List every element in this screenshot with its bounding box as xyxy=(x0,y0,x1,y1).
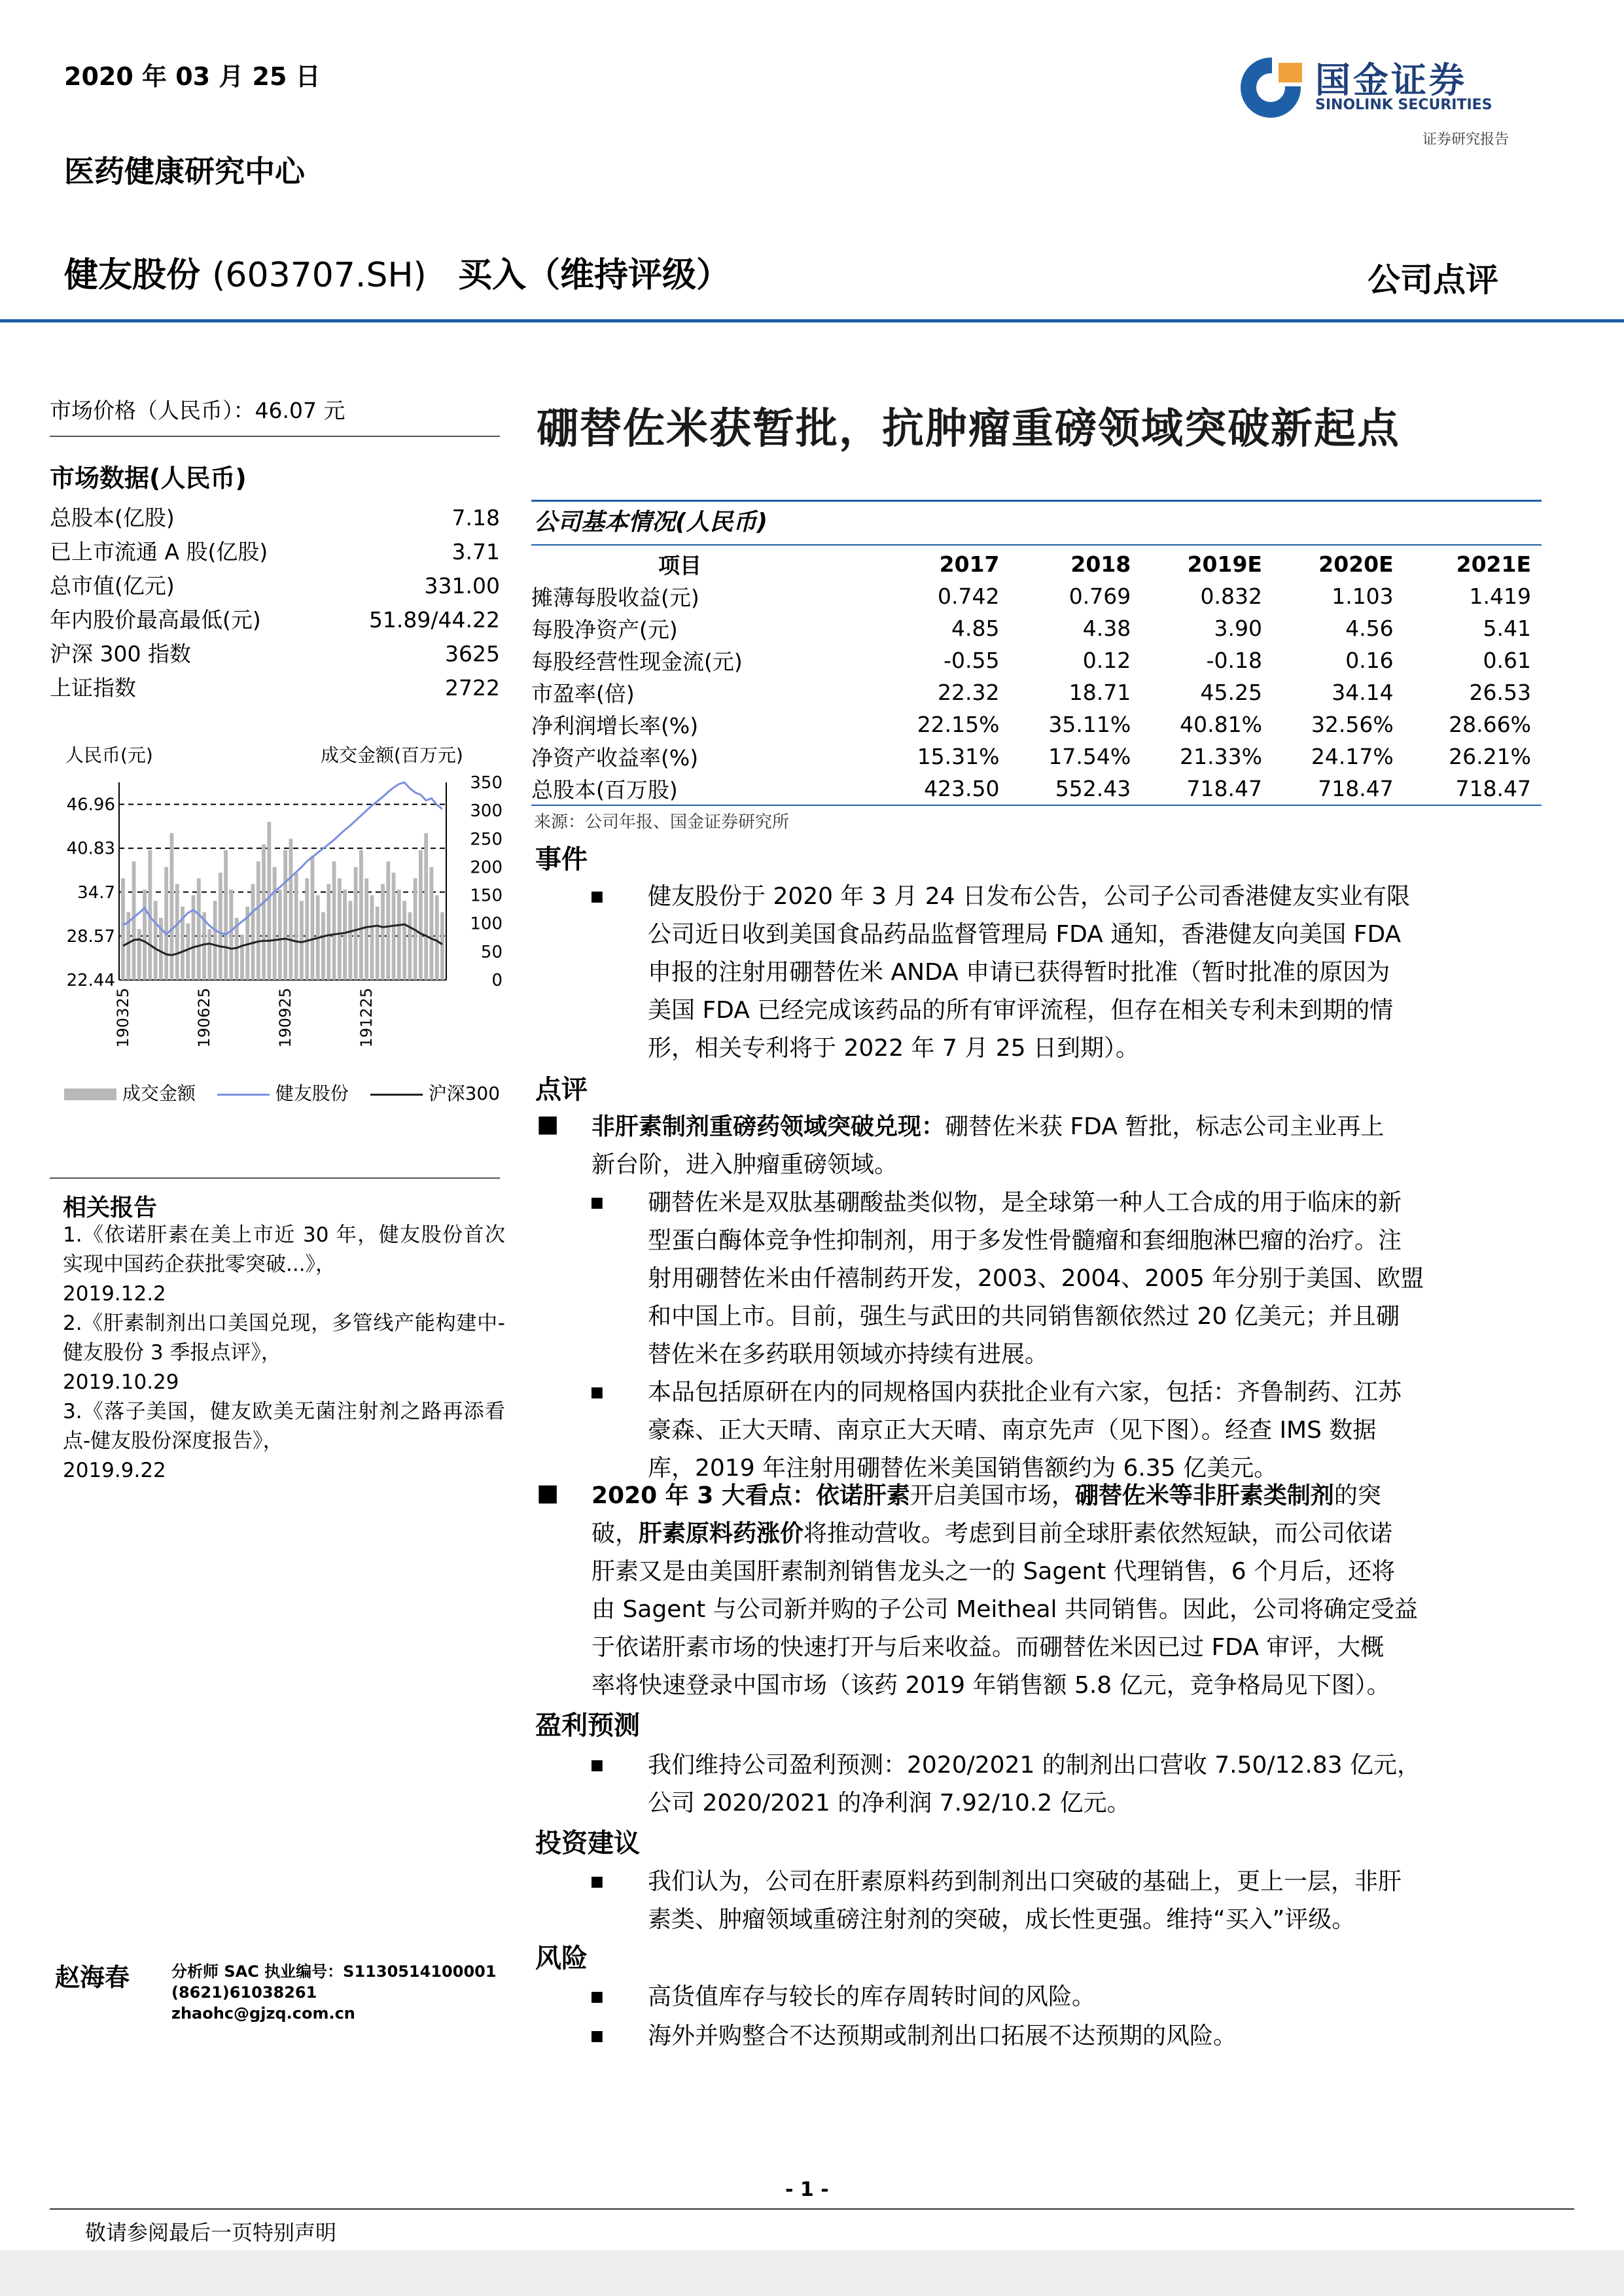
analyst-sac: 分析师 SAC 执业编号：S1130514100001 xyxy=(171,1962,497,1981)
table-title: 公司基本情况(人民币) xyxy=(534,509,768,536)
market-data-label: 上证指数 xyxy=(50,675,136,701)
volume-bar xyxy=(219,873,222,980)
table-cell: 21.33% xyxy=(1180,744,1262,769)
market-data-value: 7.18 xyxy=(451,505,500,531)
volume-bar xyxy=(121,878,125,980)
table-row xyxy=(531,676,1542,708)
header-rule xyxy=(0,319,1624,322)
table-cell: -0.18 xyxy=(1206,648,1262,673)
table-row xyxy=(531,612,1542,644)
table-cell: 5.41 xyxy=(1483,616,1531,641)
legend-stock-swatch xyxy=(217,1094,270,1096)
event-line: 健友股份于 2020 年 3 月 24 日发布公告，公司子公司香港健友实业有限 xyxy=(648,883,1410,910)
comment-1a-line: 射用硼替佐米由仟禧制药开发，2003、2004、2005 年分别于美国、欧盟 xyxy=(648,1265,1424,1292)
analyst-info xyxy=(171,1961,497,2024)
table-cell: 718.47 xyxy=(1186,776,1262,801)
market-data-row xyxy=(50,671,500,705)
comment-1a-line: 和中国上市。目前，强生与武田的共同销售额依然过 20 亿美元；并且硼 xyxy=(648,1303,1400,1330)
volume-bar xyxy=(262,844,266,980)
market-data-value: 3.71 xyxy=(451,539,500,565)
volume-bar xyxy=(207,929,211,980)
market-data-label: 总市值(亿元) xyxy=(50,573,175,599)
table-cell: 0.742 xyxy=(938,583,1000,609)
table-cell: 28.66% xyxy=(1449,712,1531,737)
volume-bar xyxy=(175,884,179,980)
event-line: 形，相关专利将于 2022 年 7 月 25 日到期）。 xyxy=(648,1035,1139,1062)
footer-band xyxy=(0,2250,1624,2296)
table-source: 来源：公司年报、国金证券研究所 xyxy=(534,812,790,832)
table-cell: 净资产收益率(%) xyxy=(531,745,699,771)
table-cell: -0.55 xyxy=(944,648,1000,673)
volume-bar xyxy=(137,929,141,980)
volume-bar xyxy=(440,912,444,980)
volume-bar xyxy=(294,873,298,980)
bullet-icon: ■ xyxy=(590,888,604,905)
event-paragraph xyxy=(648,878,1544,1068)
table-cell: 4.38 xyxy=(1082,616,1131,641)
volume-bar xyxy=(332,861,336,980)
volume-bar xyxy=(402,901,406,980)
research-center: 医药健康研究中心 xyxy=(64,154,305,189)
table-cell: 市盈率(倍) xyxy=(531,681,635,706)
volume-bar xyxy=(354,867,358,980)
bullet-icon: ■ xyxy=(590,1989,604,2005)
right-tick-label: 250 xyxy=(470,829,503,850)
market-data-value: 2722 xyxy=(445,675,500,701)
event-line: 公司近日收到美国食品药品监督管理局 FDA 通知，香港健友向美国 FDA xyxy=(648,921,1402,948)
table-cell: 40.81% xyxy=(1180,712,1262,737)
right-tick-label: 50 xyxy=(480,942,503,962)
volume-bar xyxy=(143,890,147,980)
title-rule xyxy=(531,500,1542,502)
table-row xyxy=(531,708,1542,740)
event-line: 申报的注射用硼替佐米 ANDA 申请已获得暂时批准（暂时批准的原因为 xyxy=(648,959,1390,986)
section-comment: 点评 xyxy=(535,1075,588,1105)
bullet-icon: ■ xyxy=(590,1194,604,1211)
table-row xyxy=(531,580,1542,612)
volume-bar xyxy=(192,896,196,980)
forecast-line: 我们维持公司盈利预测：2020/2021 的制剂出口营收 7.50/12.83 亿元， xyxy=(648,1752,1421,1779)
volume-bar xyxy=(397,890,401,980)
volume-bar xyxy=(256,861,260,980)
volume-bar xyxy=(267,822,271,980)
volume-bar xyxy=(305,878,309,980)
chart-legend xyxy=(64,1079,500,1105)
logo xyxy=(1237,50,1551,128)
volume-bar xyxy=(289,839,292,980)
market-data-row xyxy=(50,535,500,569)
related-list xyxy=(63,1221,505,1486)
volume-bar xyxy=(311,856,315,980)
table-cell: 45.25 xyxy=(1200,680,1262,705)
legend-volume-swatch xyxy=(64,1088,116,1100)
comment-1b-line: 豪森、正大天晴、南京正大天晴、南京先声（见下图）。经查 IMS 数据 xyxy=(648,1417,1377,1444)
table-cell: 0.832 xyxy=(1200,583,1262,609)
section-risk: 风险 xyxy=(535,1943,588,1974)
stock-chart xyxy=(39,739,510,1119)
footer-rule xyxy=(50,2208,1574,2210)
volume-bar xyxy=(213,901,217,980)
related-item-3-date: 2019.9.22 xyxy=(63,1459,166,1482)
advice-paragraph xyxy=(648,1863,1544,1939)
comment-1a-line: 硼替佐米是双肽基硼酸盐类似物，是全球第一种人工合成的用于临床的新 xyxy=(648,1189,1402,1216)
comment-2-bold-3: 肝素原料药涨价 xyxy=(639,1520,804,1547)
sidebar-divider xyxy=(50,436,500,437)
volume-bar xyxy=(430,867,434,980)
footer-disclaimer: 敬请参阅最后一页特别声明 xyxy=(85,2220,337,2245)
market-data-row xyxy=(50,569,500,603)
ticker: (603707.SH) xyxy=(212,256,427,295)
section-forecast: 盈利预测 xyxy=(535,1711,640,1741)
comment-2-text-2: 的突 xyxy=(1333,1482,1381,1509)
logo-mark-icon xyxy=(1237,50,1309,122)
volume-bar xyxy=(186,924,190,980)
volume-bar xyxy=(224,850,228,980)
x-tick-label: 190925 xyxy=(276,988,294,1048)
x-tick-label: 191225 xyxy=(357,988,376,1048)
table-cell: 17.54% xyxy=(1048,744,1131,769)
comment-1a xyxy=(648,1184,1544,1374)
legend-index: 沪深300 xyxy=(428,1083,501,1104)
volume-bar xyxy=(381,884,385,980)
table-cell: 摊薄每股收益(元) xyxy=(531,585,699,610)
table-bottom-rule xyxy=(531,805,1542,806)
market-data-label: 沪深 300 指数 xyxy=(50,641,191,667)
table-cell: 423.50 xyxy=(924,776,1000,801)
volume-bar xyxy=(164,867,168,980)
logo-subtitle: 证券研究报告 xyxy=(1422,131,1509,148)
bullet-icon: ■ xyxy=(590,1384,604,1400)
table-row xyxy=(531,773,1542,805)
table-cell: 4.85 xyxy=(951,616,1000,641)
comment-1a-line: 型蛋白酶体竞争性抑制剂，用于多发性骨髓瘤和套细胞淋巴瘤的治疗。注 xyxy=(648,1227,1402,1254)
related-item-1[interactable]: 1.《依诺肝素在美上市近 30 年，健友股份首次实现中国药企获批零突破...》， xyxy=(63,1223,505,1276)
legend-volume: 成交金额 xyxy=(122,1083,196,1104)
report-heading xyxy=(64,247,730,296)
table-cell: 0.16 xyxy=(1345,648,1394,673)
volume-bar xyxy=(197,878,201,980)
volume-bar xyxy=(419,850,423,980)
table-header: 项目 xyxy=(658,553,701,578)
volume-bar xyxy=(348,901,352,980)
advice-line: 我们认为，公司在肝素原料药到制剂出口突破的基础上，更上一层，非肝 xyxy=(648,1868,1402,1895)
right-axis-label: 成交金额(百万元) xyxy=(321,744,463,766)
logo-cn: 国金证券 xyxy=(1315,60,1467,101)
volume-bar xyxy=(327,884,330,980)
analyst-name: 赵海春 xyxy=(55,1963,130,1992)
comment-2-text-3: 破， xyxy=(591,1520,639,1547)
right-tick-label: 200 xyxy=(470,858,503,878)
comment-2-text-4: 将推动营收。考虑到目前全球肝素依然短缺，而公司依诺 xyxy=(803,1520,1393,1547)
table-header-row xyxy=(531,548,1542,580)
volume-bar xyxy=(230,890,234,980)
page-number: - 1 - xyxy=(785,2178,829,2201)
table-cell: 718.47 xyxy=(1455,776,1531,801)
report-title: 硼替佐米获暂批，抗肿瘤重磅领域突破新起点 xyxy=(537,405,1400,453)
market-data-label: 已上市流通 A 股(亿股) xyxy=(50,539,268,565)
volume-bar xyxy=(386,861,390,980)
table-cell: 每股净资产(元) xyxy=(531,617,678,642)
market-price: 市场价格（人民币）：46.07 元 xyxy=(50,398,345,423)
comment-1-line2: 新台阶，进入肿瘤重磅领域。 xyxy=(591,1151,898,1178)
market-data-value: 51.89/44.22 xyxy=(368,607,500,633)
left-tick-label: 28.57 xyxy=(66,926,115,947)
financial-table xyxy=(531,548,1542,805)
comment-2 xyxy=(591,1477,1544,1705)
related-item-1-date: 2019.12.2 xyxy=(63,1282,166,1306)
comment-1 xyxy=(591,1108,1544,1184)
volume-bar xyxy=(154,901,158,980)
stock-chart-svg xyxy=(39,739,510,1119)
volume-bar xyxy=(170,833,174,980)
volume-bar xyxy=(376,907,380,980)
table-cell: 22.32 xyxy=(938,680,1000,705)
table-cell: 26.53 xyxy=(1469,680,1531,705)
table-cell: 总股本(百万股) xyxy=(531,777,678,803)
market-data-row xyxy=(50,637,500,671)
related-item-2[interactable]: 2.《肝素制剂出口美国兑现，多管线产能构建中-健友股份 3 季报点评》， xyxy=(63,1312,505,1365)
left-tick-label: 34.7 xyxy=(77,882,115,903)
volume-bar xyxy=(343,890,347,980)
right-tick-label: 0 xyxy=(491,971,503,990)
table-cell: 26.21% xyxy=(1449,744,1531,769)
comment-1b xyxy=(648,1374,1544,1487)
doc-type: 公司点评 xyxy=(1368,261,1498,299)
comment-2-line: 由 Sagent 与公司新并购的子公司 Meitheal 共同销售。因此，公司将确定受益 xyxy=(591,1596,1418,1623)
volume-bar xyxy=(251,884,255,980)
table-cell: 1.103 xyxy=(1332,583,1394,609)
table-cell: 4.56 xyxy=(1345,616,1394,641)
table-header: 2021E xyxy=(1456,551,1531,577)
table-cell: 3.90 xyxy=(1214,616,1262,641)
legend-stock: 健友股份 xyxy=(275,1083,349,1104)
bullet-icon: ■ xyxy=(590,1757,604,1773)
table-header: 2020E xyxy=(1318,551,1394,577)
rating: 买入（维持评级） xyxy=(457,256,730,295)
volume-bar xyxy=(321,912,325,980)
table-cell: 24.17% xyxy=(1311,744,1394,769)
company-name: 健友股份 xyxy=(64,256,201,295)
table-cell: 0.61 xyxy=(1483,648,1531,673)
market-data-label: 年内股价最高最低(元) xyxy=(50,607,261,633)
table-cell: 0.12 xyxy=(1082,648,1131,673)
table-cell: 15.31% xyxy=(917,744,1000,769)
analyst-phone: (8621)61038261 xyxy=(171,1983,317,2002)
section-event: 事件 xyxy=(535,844,588,875)
volume-bar xyxy=(364,878,368,980)
sidebar-divider xyxy=(50,1177,500,1179)
table-cell: 净利润增长率(%) xyxy=(531,713,699,739)
table-cell: 每股经营性现金流(元) xyxy=(531,649,743,674)
table-cell: 34.14 xyxy=(1332,680,1394,705)
forecast-line: 公司 2020/2021 的净利润 7.92/10.2 亿元。 xyxy=(648,1790,1131,1817)
related-title: 相关报告 xyxy=(63,1194,158,1221)
comment-2-bold-2: 硼替佐米等非肝素类制剂 xyxy=(1074,1482,1334,1509)
table-header: 2018 xyxy=(1070,551,1131,577)
table-cell: 718.47 xyxy=(1318,776,1394,801)
volume-bar xyxy=(370,896,374,980)
risk-line: 高货值库存与较长的库存周转时间的风险。 xyxy=(648,1983,1096,2010)
left-axis-label: 人民币(元) xyxy=(65,744,153,766)
volume-bar xyxy=(283,850,287,980)
table-cell: 0.769 xyxy=(1068,583,1131,609)
comment-1a-line: 替佐米在多药联用领域亦持续有进展。 xyxy=(648,1341,1049,1368)
right-tick-label: 100 xyxy=(470,914,503,934)
volume-bar xyxy=(424,833,428,980)
volume-bar xyxy=(435,896,439,980)
table-row xyxy=(531,644,1542,676)
volume-bar xyxy=(240,935,244,980)
bullet-icon: ■ xyxy=(590,2028,604,2044)
table-row xyxy=(531,740,1542,773)
comment-1-bold: 非肝素制剂重磅药领域突破兑现： xyxy=(591,1113,945,1140)
volume-bar xyxy=(278,890,282,980)
volume-bar xyxy=(408,912,412,980)
risk-line: 海外并购整合不达预期或制剂出口拓展不达预期的风险。 xyxy=(648,2023,1237,2049)
table-cell: 1.419 xyxy=(1469,583,1531,609)
table-cell: 18.71 xyxy=(1068,680,1131,705)
advice-line: 素类、肿瘤领域重磅注射剂的突破，成长性更强。维持“买入”评级。 xyxy=(648,1906,1356,1933)
market-data-row xyxy=(50,501,500,535)
bullet-icon: ■ xyxy=(537,1111,559,1138)
forecast-paragraph xyxy=(648,1747,1544,1822)
analyst-email[interactable]: zhaohc@gjzq.com.cn xyxy=(171,2004,355,2023)
comment-2-bold-1: 2020 年 3 大看点：依诺肝素 xyxy=(591,1482,910,1509)
table-header: 2017 xyxy=(939,551,1000,577)
comment-2-line: 于依诺肝素市场的快速打开与后来收益。而硼替佐米因已过 FDA 审评，大概 xyxy=(591,1634,1385,1661)
volume-bar xyxy=(273,867,277,980)
volume-bar xyxy=(300,901,304,980)
market-data-label: 总股本(亿股) xyxy=(50,505,175,531)
related-item-2-date: 2019.10.29 xyxy=(63,1370,179,1394)
right-tick-label: 150 xyxy=(470,886,503,906)
volume-bar xyxy=(359,850,363,980)
left-tick-label: 46.96 xyxy=(66,795,115,815)
right-tick-label: 300 xyxy=(470,801,503,822)
bullet-icon: ■ xyxy=(590,1873,604,1890)
comment-2-line: 率将快速登录中国市场（该药 2019 年销售额 5.8 亿元，竞争格局见下图）。 xyxy=(591,1672,1390,1699)
comment-1-text: 硼替佐米获 FDA 暂批，标志公司主业再上 xyxy=(945,1113,1385,1140)
report-date: 2020 年 03 月 25 日 xyxy=(64,62,321,91)
comment-2-text-1: 开启美国市场， xyxy=(909,1482,1075,1509)
section-advice: 投资建议 xyxy=(535,1828,640,1858)
bullet-icon: ■ xyxy=(537,1480,559,1506)
table-cell: 552.43 xyxy=(1055,776,1131,801)
table-cell: 22.15% xyxy=(917,712,1000,737)
table-rule xyxy=(531,544,1542,546)
related-item-3[interactable]: 3.《落子美国，健友欧美无菌注射剂之路再添看点-健友股份深度报告》， xyxy=(63,1400,505,1453)
volume-bar xyxy=(338,878,342,980)
market-data-row xyxy=(50,603,500,637)
x-tick-label: 190325 xyxy=(114,988,132,1048)
market-data-value: 331.00 xyxy=(424,573,500,599)
left-tick-label: 40.83 xyxy=(66,839,115,859)
table-header: 2019E xyxy=(1187,551,1262,577)
table-cell: 32.56% xyxy=(1311,712,1394,737)
volume-bar xyxy=(132,861,136,980)
left-tick-label: 22.44 xyxy=(66,971,115,990)
event-line: 美国 FDA 已经完成该药品的所有审评流程，但存在相关专利未到期的情 xyxy=(648,997,1394,1024)
table-cell: 35.11% xyxy=(1048,712,1131,737)
comment-1b-line: 库，2019 年注射用硼替佐米美国销售额约为 6.35 亿美元。 xyxy=(648,1455,1278,1482)
logo-en: SINOLINK SECURITIES xyxy=(1315,97,1492,113)
comment-2-line: 肝素又是由美国肝素制剂销售龙头之一的 Sagent 代理销售，6 个月后，还将 xyxy=(591,1558,1396,1585)
legend-index-swatch xyxy=(370,1094,423,1096)
market-data-value: 3625 xyxy=(445,641,500,667)
comment-1b-line: 本品包括原研在内的同规格国内获批企业有六家，包括：齐鲁制药、江苏 xyxy=(648,1379,1402,1406)
right-tick-label: 350 xyxy=(470,773,503,793)
x-tick-label: 190625 xyxy=(195,988,213,1048)
market-data-title: 市场数据(人民币) xyxy=(50,464,247,493)
